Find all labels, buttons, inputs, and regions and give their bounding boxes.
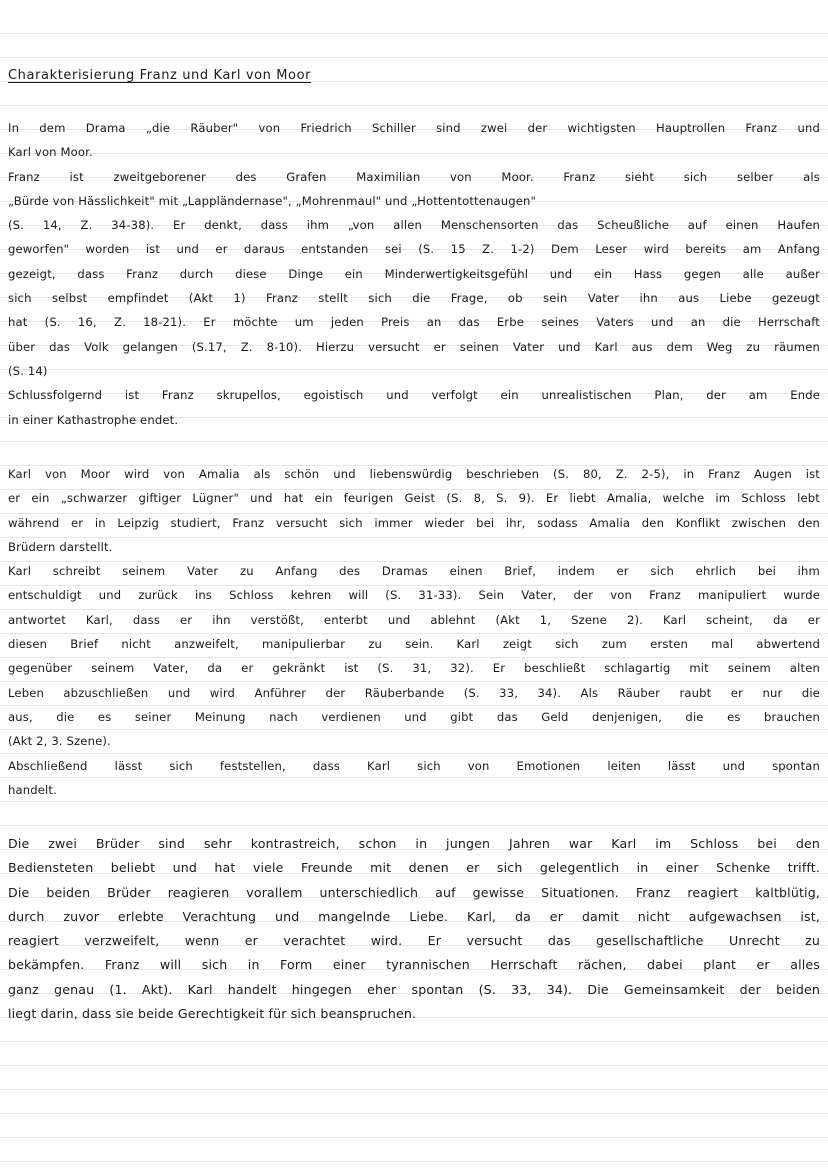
- text-line: liegt darin, dass sie beide Gerechtigkeit für sich beanspruchen.: [8, 1006, 417, 1022]
- text-line: gezeigt, dass Franz durch diese Dinge ein Minderwertigkeitsgefühl und ein Hass gegen alle außer: [8, 266, 820, 281]
- text-line: Die zwei Brüder sind sehr kontrastreich, schon in jungen Jahren war Karl im Schloss bei den: [8, 836, 820, 851]
- text-line: während er in Leipzig studiert, Franz versucht sich immer wieder bei ihr, sodass Amalia den Konflikt zwischen den: [8, 515, 820, 530]
- text-line: aus, die es seiner Meinung nach verdienen und gibt das Geld denjenigen, die es brauchen: [8, 709, 820, 724]
- text-line: bekämpfen. Franz will sich in Form einer tyrannischen Herrschaft rächen, dabei plant er alles: [8, 957, 820, 973]
- text-line: in einer Kathastrophe endet.: [8, 412, 179, 427]
- text-line: In dem Drama „die Räuber" von Friedrich Schiller sind zwei der wichtigsten Hauptrollen Franz und: [8, 121, 820, 135]
- text-line: Karl schreibt seinem Vater zu Anfang des Dramas einen Brief, indem er sich ehrlich bei ihm: [8, 564, 820, 579]
- text-line: gegenüber seinem Vater, da er gekränkt ist (S. 31, 32). Er beschließt schlagartig mit seinem alten: [8, 661, 820, 676]
- text-line: antwortet Karl, dass er ihn verstößt, enterbt und ablehnt (Akt 1, Szene 2). Karl scheint, da er: [8, 612, 820, 627]
- text-line: Leben abzuschließen und wird Anführer der Räuberbande (S. 33, 34). Als Räuber raubt er nur die: [8, 685, 820, 700]
- paragraph-franz: [8, 116, 820, 432]
- text-line: entschuldigt und zurück ins Schloss kehren will (S. 31-33). Sein Vater, der von Franz manipuliert wurde: [8, 588, 820, 603]
- text-line: reagiert verzweifelt, wenn er verachtet wird. Er versucht das gesellschaftliche Unrecht zu: [8, 933, 820, 949]
- text-line: Abschließend lässt sich feststellen, dass Karl sich von Emotionen leiten lässt und spontan: [8, 758, 820, 773]
- text-line: sich selbst empfindet (Akt 1) Franz stellt sich die Frage, ob sein Vater ihn aus Liebe gezeugt: [8, 291, 820, 306]
- text-line: „Bürde von Hässlichkeit" mit „Lappländernase", „Mohrenmaul" und „Hottentottenaugen": [8, 193, 537, 208]
- text-line: Brüdern darstellt.: [8, 539, 113, 554]
- document-title: Charakterisierung Franz und Karl von Moor: [8, 68, 312, 83]
- text-line: ganz genau (1. Akt). Karl handelt hingegen eher spontan (S. 33, 34). Die Gemeinsamkeit der beiden: [8, 981, 820, 997]
- text-line: handelt.: [8, 782, 57, 797]
- text-line: Bediensteten beliebt und hat viele Freunde mit denen er sich gelegentlich in einer Schenke trifft.: [8, 860, 820, 876]
- top-margin: [0, 0, 828, 10]
- paragraph-comparison: [8, 832, 820, 1026]
- text-line: Karl von Moor.: [8, 145, 93, 160]
- text-line: (S. 14): [8, 363, 48, 378]
- text-line: diesen Brief nicht anzweifelt, manipulierbar zu sein. Karl zeigt sich zum ersten mal abwertend: [8, 637, 820, 652]
- text-line: Die beiden Brüder reagieren vorallem unterschiedlich auf gewisse Situationen. Franz reagiert kaltblütig,: [8, 884, 820, 900]
- paragraph-karl: [8, 462, 820, 802]
- text-line: hat (S. 16, Z. 18-21). Er möchte um jeden Preis an das Erbe seines Vaters und an die Herrschaft: [8, 315, 820, 330]
- text-line: Franz ist zweitgeborener des Grafen Maximilian von Moor. Franz sieht sich selber als: [8, 169, 820, 184]
- text-line: durch zuvor erlebte Verachtung und mangelnde Liebe. Karl, da er damit nicht aufgewachsen ist,: [8, 908, 820, 924]
- text-line: geworfen" worden ist und er daraus entstanden sei (S. 15 Z. 1-2) Dem Leser wird bereits am Anfang: [8, 242, 820, 257]
- text-line: Schlussfolgernd ist Franz skrupellos, egoistisch und verfolgt ein unrealistischen Plan, der am Ende: [8, 388, 820, 403]
- text-line: (Akt 2, 3. Szene).: [8, 734, 111, 749]
- text-line: über das Volk gelangen (S.17, Z. 8-10). Hierzu versucht er seinen Vater und Karl aus dem Weg zu räumen: [8, 339, 820, 354]
- text-line: (S. 14, Z. 34-38). Er denkt, dass ihm „von allen Menschensorten das Scheußliche auf einen Haufen: [8, 218, 820, 233]
- text-line: Karl von Moor wird von Amalia als schön und liebenswürdig beschrieben (S. 80, Z. 2-5), in Franz Augen ist: [8, 467, 820, 481]
- text-line: er ein „schwarzer giftiger Lügner" und hat ein feurigen Geist (S. 8, S. 9). Er liebt Amalia, welche im Schloss lebt: [8, 491, 820, 506]
